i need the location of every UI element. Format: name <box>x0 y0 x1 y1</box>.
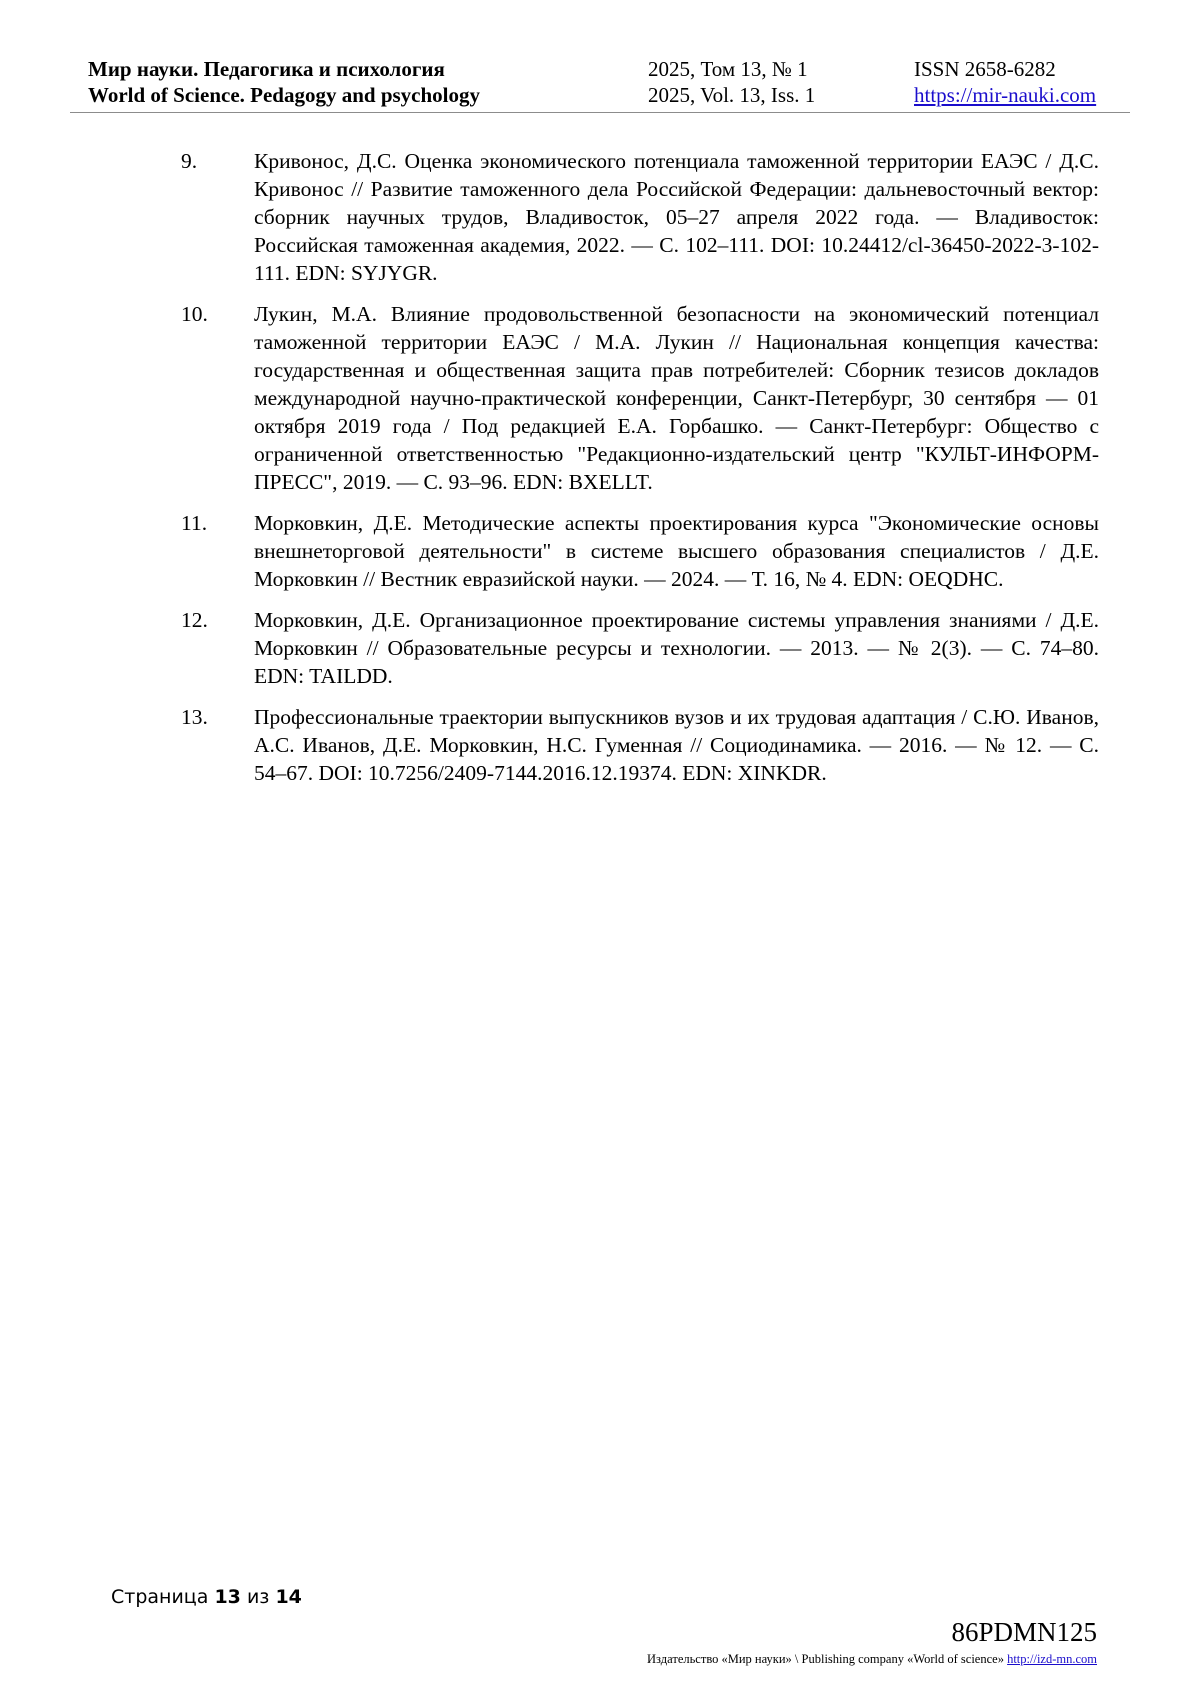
issn: ISSN 2658-6282 <box>914 57 1056 81</box>
journal-title-ru: Мир науки. Педагогика и психология <box>88 57 445 81</box>
issue-info-en: 2025, Vol. 13, Iss. 1 <box>648 83 816 107</box>
page-word: Страница <box>111 1586 209 1608</box>
reference-item <box>0 147 1200 287</box>
reference-text: Морковкин, Д.Е. Организационное проектирование системы управления знаниями / Д.Е. Морковкин // Образовательные ресурсы и технологии. — 2013. — № 2(3). — С. 74–80. EDN: TAILDD. <box>254 608 1099 688</box>
reference-item <box>0 703 1200 787</box>
reference-item <box>0 509 1200 593</box>
reference-item <box>0 606 1200 690</box>
reference-number: 11. <box>181 511 208 535</box>
journal-site-link[interactable]: https://mir-nauki.com <box>914 83 1097 107</box>
reference-number: 12. <box>181 608 208 632</box>
reference-item <box>0 300 1200 496</box>
publisher-text: Издательство «Мир науки» \ Publishing company «World of science» <box>647 1652 1004 1666</box>
running-header <box>70 52 1130 113</box>
journal-title-en: World of Science. Pedagogy and psychology <box>88 83 481 107</box>
reference-number: 13. <box>181 705 208 729</box>
publisher-link[interactable]: http://izd-mn.com <box>1007 1652 1097 1666</box>
page-of: из <box>246 1586 270 1608</box>
header-row-russian <box>70 56 1130 82</box>
page-counter <box>111 1585 302 1609</box>
header-row-english <box>70 82 1130 108</box>
article-code: 86PDMN125 <box>951 1617 1097 1647</box>
publisher-line <box>647 1651 1097 1667</box>
reference-text: Кривонос, Д.С. Оценка экономического потенциала таможенной территории ЕАЭС / Д.С. Кривонос // Развитие таможенного дела Российской Федерации: дальневосточный вектор: сборник научных трудов, Владивосток, 05–27 апреля 2022 года. — Владивосток: Российская таможенная академия, 2022. — С. 102–111. DOI: 10.24412/cl-36450-2022-3-102-111. EDN: SYJYGR. <box>254 149 1099 285</box>
page-current: 13 <box>214 1586 241 1608</box>
reference-text: Профессиональные траектории выпускников вузов и их трудовая адаптация / С.Ю. Иванов, А.С. Иванов, Д.Е. Морковкин, Н.С. Гуменная // Социодинамика. — 2016. — № 12. — С. 54–67. DOI: 10.7256/2409-7144.2016.12.19374. EDN: XINKDR. <box>254 705 1099 785</box>
reference-text: Морковкин, Д.Е. Методические аспекты проектирования курса "Экономические основы внешнеторговой деятельности" в системе высшего образования специалистов / Д.Е. Морковкин // Вестник евразийской науки. — 2024. — Т. 16, № 4. EDN: OEQDHC. <box>254 511 1099 591</box>
reference-text: Лукин, М.А. Влияние продовольственной безопасности на экономический потенциал таможенной территории ЕАЭС / М.А. Лукин // Национальная концепция качества: государственная и общественная защита прав потребителей: Сборник тезисов докладов международной научно-практической конференции, Санкт-Петербург, 30 сентября — 01 октября 2019 года / Под редакцией Е.А. Горбашко. — Санкт-Петербург: Общество с ограниченной ответственностью "Редакционно-издательский центр "КУЛЬТ-ИНФОРМ-ПРЕСС", 2019. — С. 93–96. EDN: BXELLT. <box>254 302 1099 494</box>
reference-number: 10. <box>181 302 208 326</box>
issue-info-ru: 2025, Том 13, № 1 <box>648 57 808 81</box>
reference-list <box>0 147 1200 800</box>
reference-number: 9. <box>181 149 198 173</box>
page-total: 14 <box>275 1586 302 1608</box>
